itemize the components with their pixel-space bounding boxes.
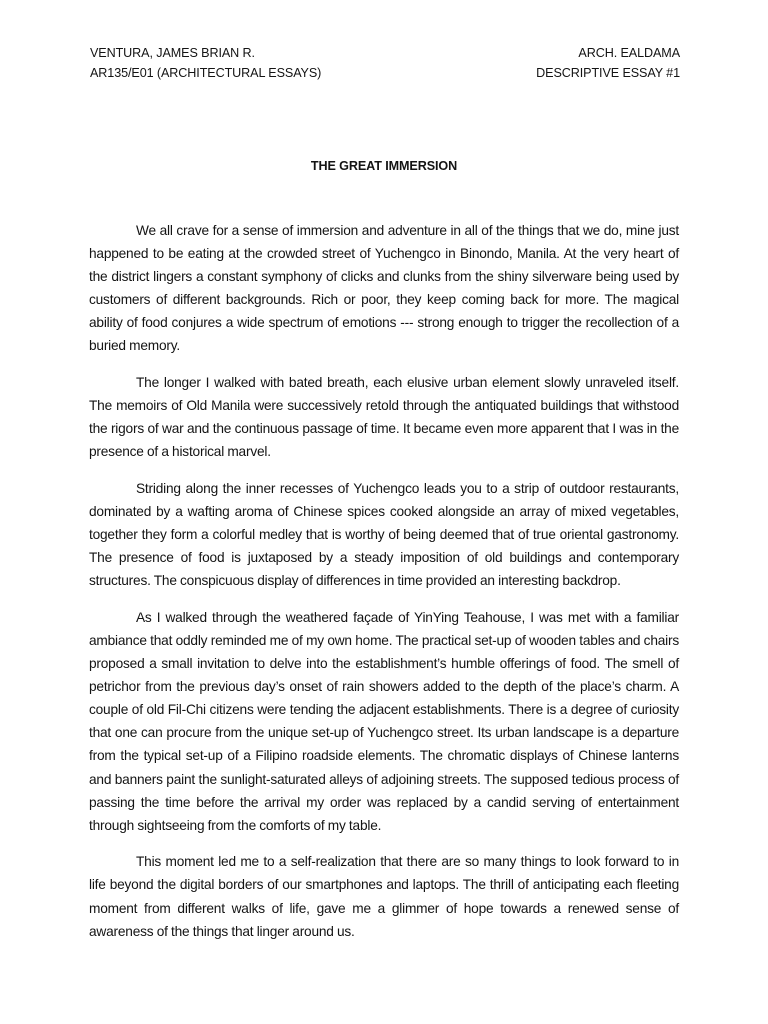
essay-paragraph: The longer I walked with bated breath, each elusive urban element slowly unraveled itself. The memoirs of Old Manila were successively retold through the antiquated buildings that withstood the rigors of war and the continuous passage of time. It became even more apparent that I was in the presence of a historical marvel. — [89, 375, 679, 460]
header-left-block — [90, 44, 321, 83]
essay-title: THE GREAT IMMERSION — [310, 159, 458, 173]
page-header — [90, 44, 680, 83]
instructor-name: ARCH. EALDAMA — [578, 46, 680, 60]
essay-paragraph: We all crave for a sense of immersion and adventure in all of the things that we do, mine just happened to be eating at the crowded street of Yuchengco in Binondo, Manila. At the very heart of the district lingers a constant symphony of clicks and clunks from the shiny silverware being used by customers of different backgrounds. Rich or poor, they keep coming back for more. The magical ability of food conjures a wide spectrum of emotions --- strong enough to trigger the recollection of a buried memory. — [89, 223, 679, 354]
essay-label: DESCRIPTIVE ESSAY #1 — [536, 65, 680, 80]
essay-paragraph: As I walked through the weathered façade of YinYing Teahouse, I was met with a familiar ambiance that oddly reminded me of my own home. The practical set-up of wooden tables and chairs proposed a small invitation to delve into the establishment’s humble offerings of food. The smell of petrichor from the previous day’s onset of rain showers added to the depth of the place’s charm. A couple of old Fil-Chi citizens were tending the adjacent establishments. There is a degree of curiosity that one can procure from the unique set-up of Yuchengco street. Its urban landscape is a departure from the typical set-up of a Filipino roadside elements. The chromatic displays of Chinese lanterns and banners paint the sunlight-saturated alleys of adjoining streets. The supposed tedious process of passing the time before the arrival my order was replaced by a candid serving of entertainment through sightseeing from the comforts of my table. — [89, 609, 679, 833]
author-name: VENTURA, JAMES BRIAN R. — [90, 46, 255, 60]
essay-paragraph: This moment led me to a self-realization that there are so many things to look forward to in life beyond the digital borders of our smartphones and laptops. The thrill of anticipating each fleeting moment from different walks of life, gave me a glimmer of hope towards a renewed sense of awareness of the things that linger around us. — [89, 854, 679, 939]
header-right-block — [536, 44, 680, 83]
course-code: AR135/E01 (ARCHITECTURAL ESSAYS) — [90, 65, 322, 80]
essay-paragraph: Striding along the inner recesses of Yuchengco leads you to a strip of outdoor restaurants, dominated by a wafting aroma of Chinese spices cooked alongside an array of mixed vegetables, together they form a colorful medley that is worthy of being deemed that of true oriental gastronomy. The presence of food is juxtaposed by a steady imposition of old buildings and contemporary structures. The conspicuous display of differences in time provided an interesting backdrop. — [89, 480, 679, 589]
essay-body — [89, 219, 679, 956]
